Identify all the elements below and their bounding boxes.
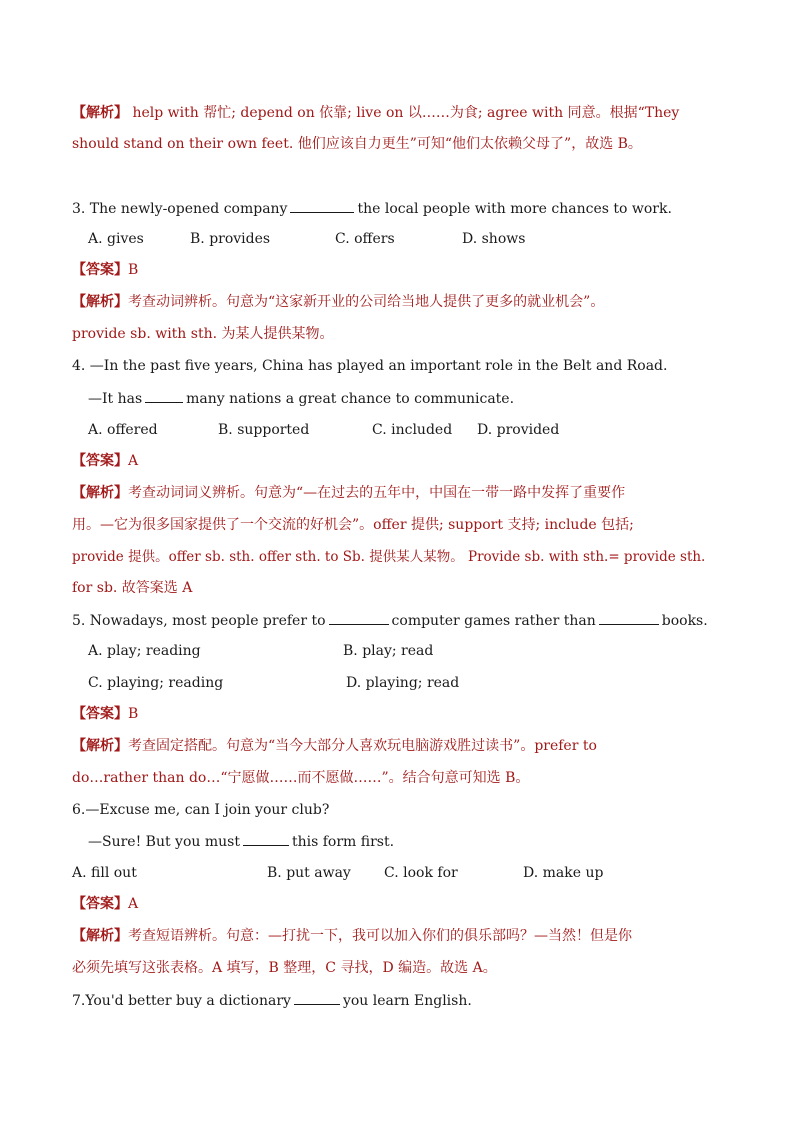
q3-analysis-line-1 <box>72 292 604 312</box>
analysis-tag: 【解析】 <box>72 928 128 944</box>
q5-answer <box>72 704 138 724</box>
q5-option-c: C. playing; reading <box>88 675 224 691</box>
prev-analysis-text-1: help with 帮忙; depend on 依靠; live on 以……为食; agree with 同意。根据“They <box>128 105 680 121</box>
q6-analysis-line-2: 必须先填写这张表格。A 填写，B 整理，C 寻找，D 编造。故选 A。 <box>72 960 497 976</box>
q3-answer-value: B <box>128 262 139 278</box>
analysis-tag: 【解析】 <box>72 105 128 121</box>
q3-option-d: D. shows <box>462 231 526 247</box>
q5-blank-1 <box>329 610 389 625</box>
q5-stem-part-a: 5. Nowadays, most people prefer to <box>72 613 326 629</box>
q6-analysis-line-1 <box>72 926 632 946</box>
q5-blank-2 <box>599 610 659 625</box>
q6-stem-part-a: —Sure! But you must <box>88 834 240 850</box>
q5-answer-value: B <box>128 706 139 722</box>
q7-blank <box>294 990 340 1005</box>
q6-answer <box>72 894 138 914</box>
q5-analysis-line-2: do…rather than do…“宁愿做……而不愿做……”。结合句意可知选 B。 <box>72 770 530 786</box>
q4-stem-2 <box>88 388 514 409</box>
q4-stem-1: 4. —In the past five years, China has played an important role in the Belt and Road. <box>72 358 668 374</box>
analysis-tag: 【解析】 <box>72 738 128 754</box>
answer-tag: 【答案】 <box>72 262 128 278</box>
q4-answer-value: A <box>128 453 139 469</box>
q6-stem-2 <box>88 831 394 852</box>
q3-analysis-text-1: 考查动词辨析。句意为“这家新开业的公司给当地人提供了更多的就业机会”。 <box>128 294 605 310</box>
q3-stem-part-a: 3. The newly-opened company <box>72 201 288 217</box>
q7-stem <box>72 990 472 1011</box>
q4-option-a: A. offered <box>88 422 158 438</box>
q7-stem-part-a: 7.You'd better buy a dictionary <box>72 993 291 1009</box>
analysis-tag: 【解析】 <box>72 294 128 310</box>
q3-option-b: B. provides <box>190 231 271 247</box>
q6-analysis-text-1: 考查短语辨析。句意：—打扰一下，我可以加入你们的俱乐部吗？—当然！但是你 <box>128 928 632 944</box>
q5-stem-part-c: books. <box>661 613 708 629</box>
q3-answer <box>72 260 138 280</box>
q4-option-c: C. included <box>372 422 453 438</box>
q3-blank <box>290 198 354 213</box>
q4-blank <box>145 388 183 403</box>
answer-tag: 【答案】 <box>72 706 128 722</box>
q4-analysis-line-4: for sb. 故答案选 A <box>72 580 193 596</box>
q6-option-b: B. put away <box>267 865 351 881</box>
answer-tag: 【答案】 <box>72 896 128 912</box>
answer-tag: 【答案】 <box>72 453 128 469</box>
q3-stem-part-b: the local people with more chances to work. <box>357 201 672 217</box>
q5-option-a: A. play; reading <box>88 643 201 659</box>
q4-analysis-line-3: provide 提供。offer sb. sth. offer sth. to Sb. 提供某人某物。 Provide sb. with sth.= provide sth. <box>72 549 706 565</box>
q3-option-a: A. gives <box>88 231 144 247</box>
q5-option-d: D. playing; read <box>346 675 460 691</box>
q4-stem-part-a: —It has <box>88 391 143 407</box>
q6-stem-1: 6.—Excuse me, can I join your club? <box>72 802 330 818</box>
analysis-tag: 【解析】 <box>72 485 128 501</box>
q5-stem <box>72 610 708 631</box>
q5-option-b: B. play; read <box>343 643 434 659</box>
q4-analysis-text-1: 考查动词词义辨析。句意为“—在过去的五年中，中国在一带一路中发挥了重要作 <box>128 485 626 501</box>
q6-answer-value: A <box>128 896 139 912</box>
q5-stem-part-b: computer games rather than <box>391 613 596 629</box>
q5-analysis-text-1: 考查固定搭配。句意为“当今大部分人喜欢玩电脑游戏胜过读书”。prefer to <box>128 738 597 754</box>
q6-stem-part-b: this form first. <box>291 834 395 850</box>
prev-analysis-line-1 <box>72 103 679 123</box>
q5-analysis-line-1 <box>72 736 597 756</box>
q6-blank <box>243 831 289 846</box>
q4-answer <box>72 451 138 471</box>
q4-stem-part-b: many nations a great chance to communicate. <box>186 391 515 407</box>
q3-analysis-line-2: provide sb. with sth. 为某人提供某物。 <box>72 326 334 342</box>
q7-stem-part-b: you learn English. <box>342 993 472 1009</box>
q3-option-c: C. offers <box>335 231 395 247</box>
q6-option-c: C. look for <box>384 865 458 881</box>
q6-option-a: A. fill out <box>72 865 137 881</box>
q4-analysis-line-1 <box>72 483 625 503</box>
q4-option-b: B. supported <box>218 422 310 438</box>
q6-option-d: D. make up <box>523 865 604 881</box>
q3-stem <box>72 198 672 219</box>
prev-analysis-line-2: should stand on their own feet. 他们应该自力更生”可知“他们太依赖父母了”，故选 B。 <box>72 136 642 152</box>
q4-option-d: D. provided <box>477 422 560 438</box>
q4-analysis-line-2: 用。—它为很多国家提供了一个交流的好机会”。offer 提供; support 支持; include 包括; <box>72 517 634 533</box>
